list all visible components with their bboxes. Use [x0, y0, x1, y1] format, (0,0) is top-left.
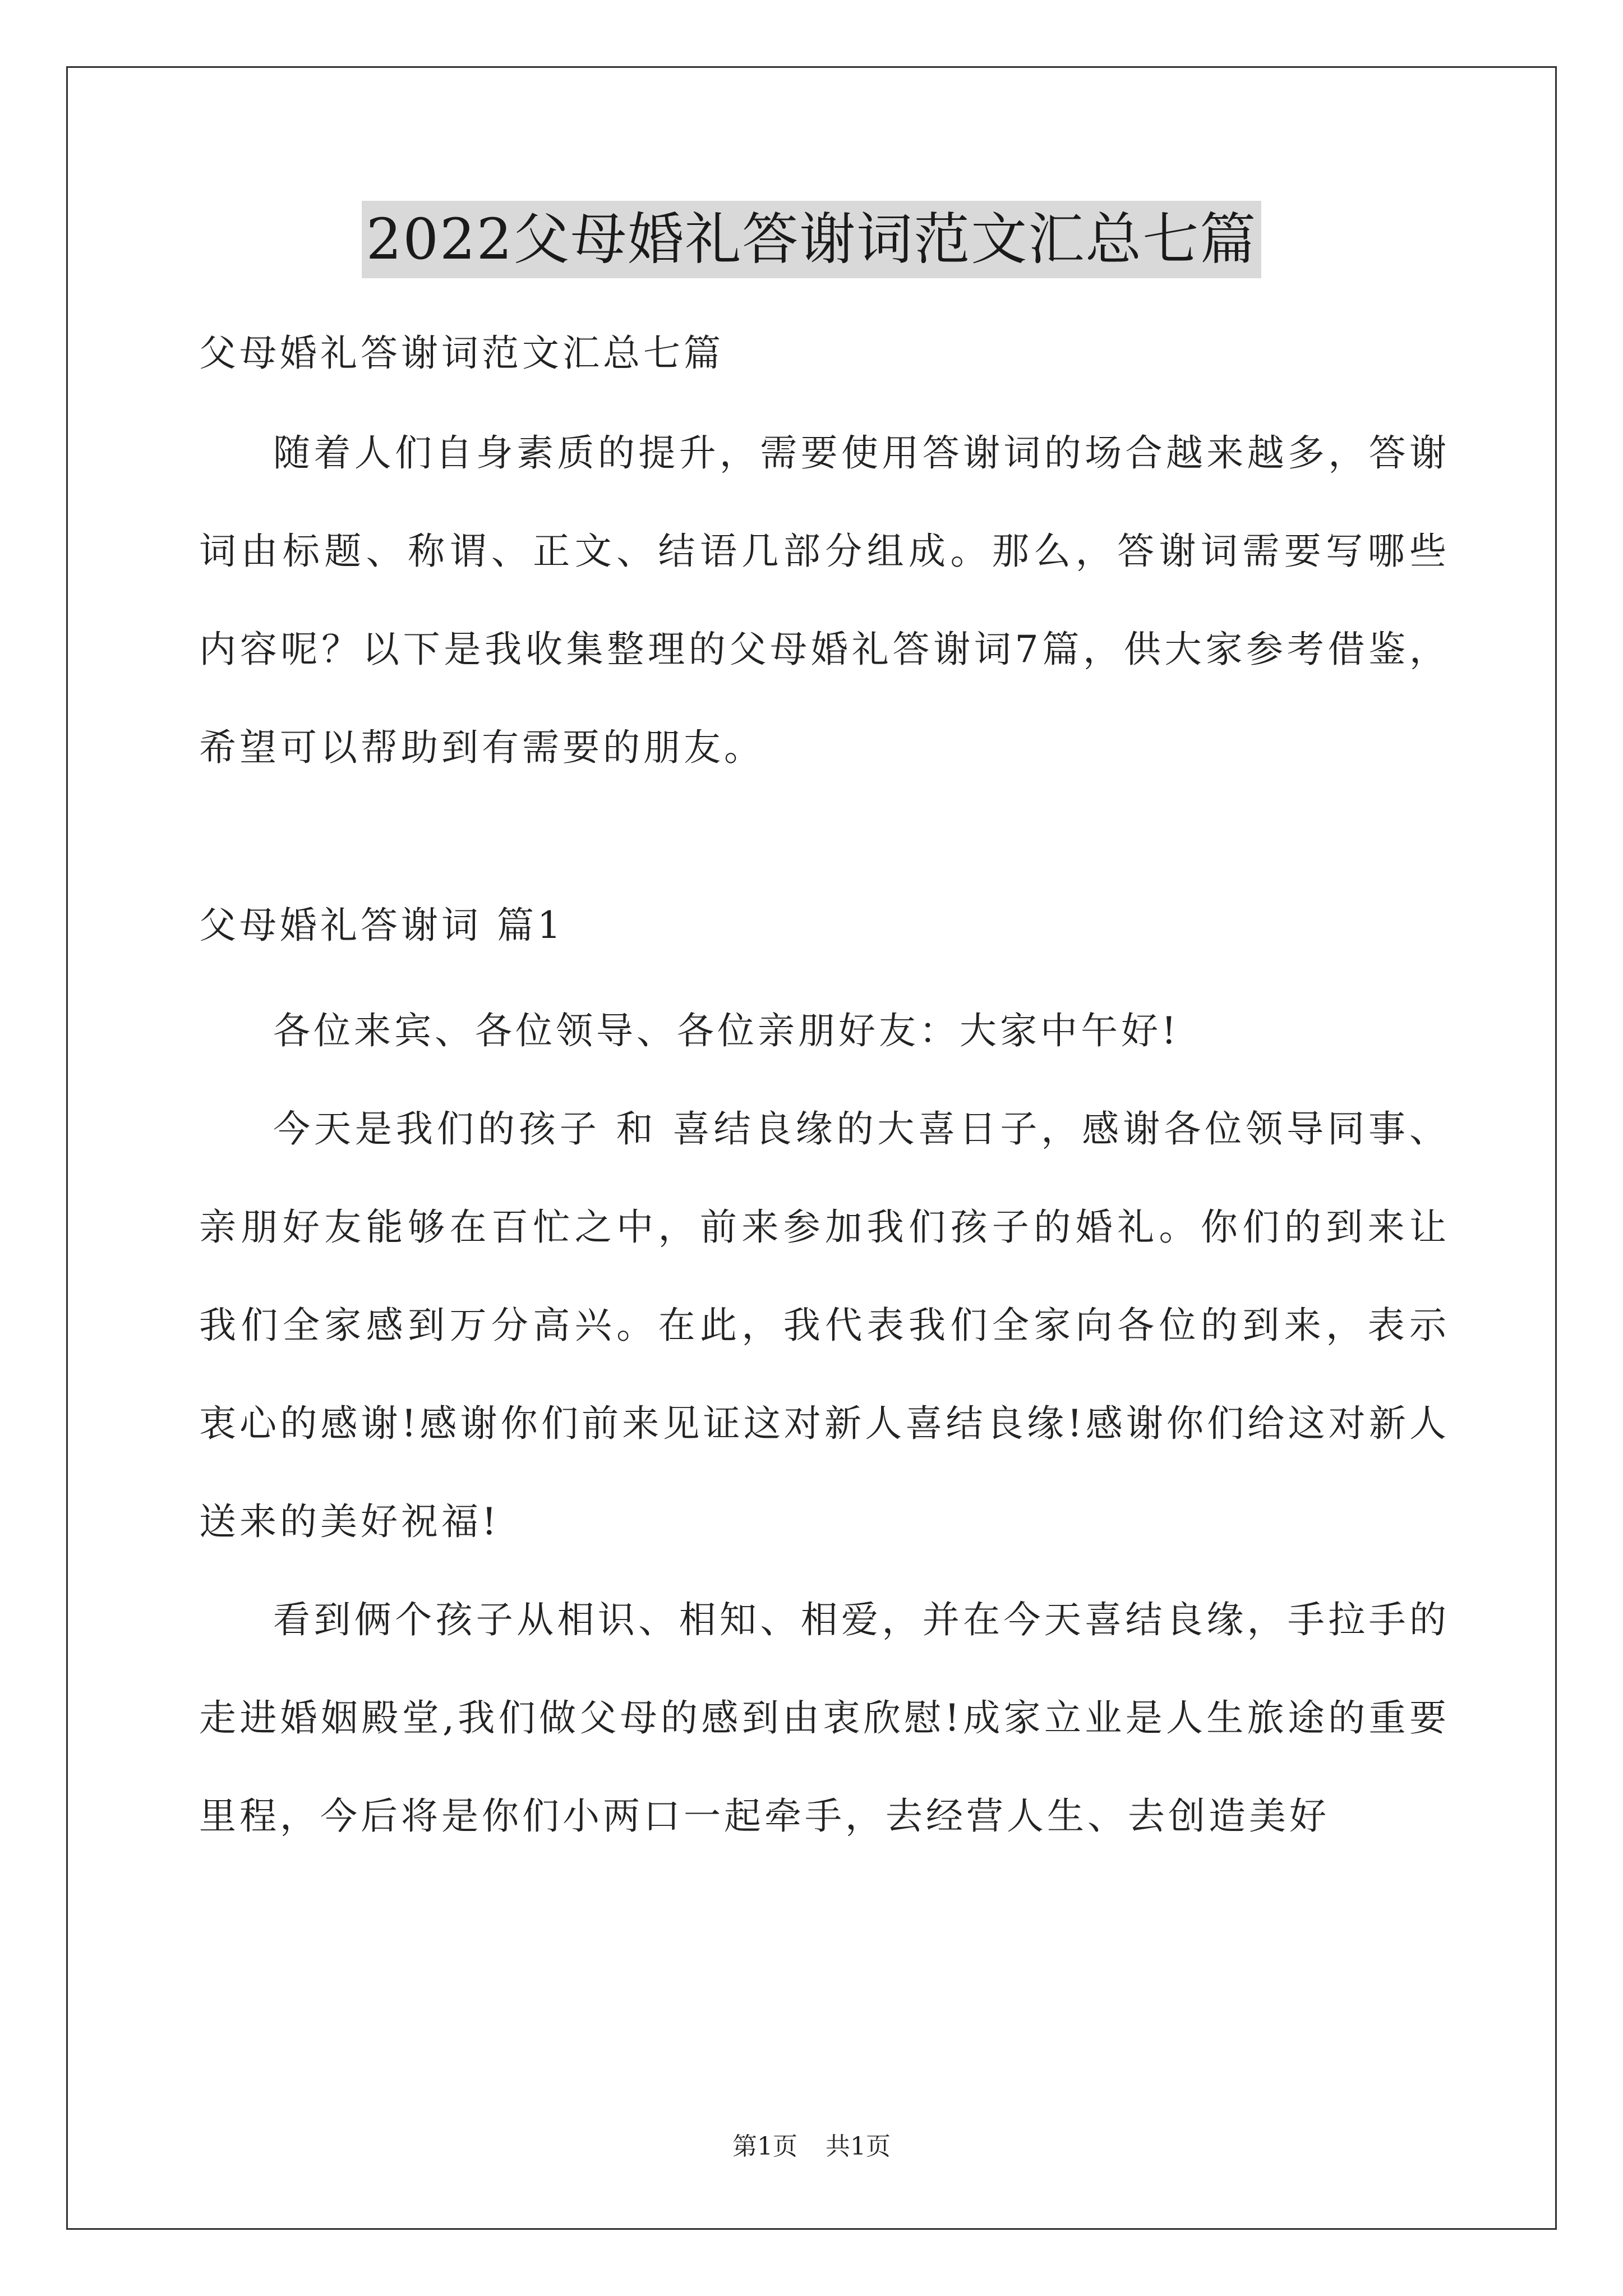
intro-paragraph: 随着人们自身素质的提升，需要使用答谢词的场合越来越多，答谢词由标题、称谓、正文、结语几部分组成。那么，答谢词需要写哪些内容呢？以下是我收集整理的父母婚礼答谢词7篇，供大家参考借鉴，希望可以帮助到有需要的朋友。 [199, 431, 1450, 769]
document-title: 2022父母婚礼答谢词范文汇总七篇 [362, 201, 1262, 278]
document-body [199, 314, 1450, 1865]
body-paragraph-1: 今天是我们的孩子 和 喜结良缘的大喜日子，感谢各位领导同事、亲朋好友能够在百忙之中，前来参加我们孩子的婚礼。你们的到来让我们全家感到万分高兴。在此，我代表我们全家向各位的到来，表示衷心的感谢!感谢你们前来见证这对新人喜结良缘!感谢你们给这对新人送来的美好祝福! [199, 1107, 1450, 1543]
title-container [0, 201, 1623, 278]
page-number: 第1页 [732, 2132, 797, 2161]
page-footer [0, 2126, 1623, 2162]
document-subtitle: 父母婚礼答谢词范文汇总七篇 [199, 332, 724, 375]
page-total: 共1页 [826, 2132, 891, 2161]
greeting-paragraph: 各位来宾、各位领导、各位亲朋好友：大家中午好! [273, 1009, 1180, 1052]
body-paragraph-2: 看到俩个孩子从相识、相知、相爱，并在今天喜结良缘，手拉手的走进婚姻殿堂,我们做父母的感到由衷欣慰!成家立业是人生旅途的重要里程，今后将是你们小两口一起牵手，去经营人生、去创造美好 [199, 1598, 1450, 1838]
section-heading: 父母婚礼答谢词 篇1 [199, 904, 564, 947]
